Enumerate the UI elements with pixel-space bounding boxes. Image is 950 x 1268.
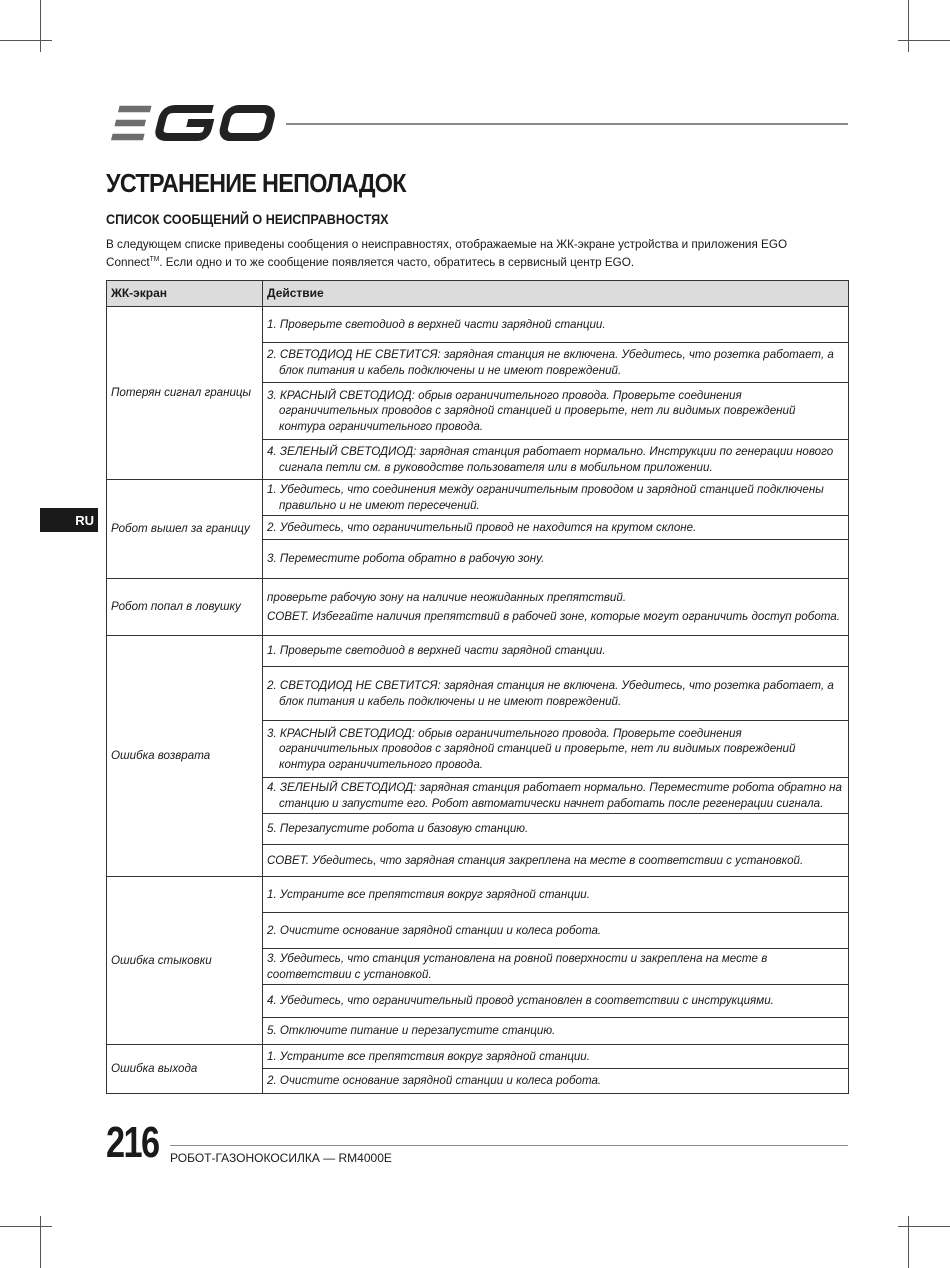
action-text: 5. Отключите питание и перезапустите станцию. xyxy=(267,1024,556,1038)
action-cell xyxy=(263,440,849,480)
action-text: 5. Перезапустите робота и базовую станцию. xyxy=(267,822,529,836)
crop-mark xyxy=(40,1216,41,1268)
column-header-screen: ЖК-экран xyxy=(107,281,263,307)
action-cell xyxy=(263,1069,849,1094)
action-text: 2. Очистите основание зарядной станции и колеса робота. xyxy=(267,1074,602,1088)
action-cell xyxy=(263,985,849,1018)
language-tab: RU xyxy=(40,508,98,532)
crop-mark xyxy=(898,40,950,41)
action-cell xyxy=(263,343,849,383)
action-cell xyxy=(263,540,849,579)
action-cell xyxy=(263,949,849,985)
ego-logo-graphic xyxy=(106,104,278,144)
action-text: 4. Убедитесь, что ограничительный провод установлен в соответствии с инструкциями. xyxy=(267,994,774,1008)
action-cell xyxy=(263,579,849,636)
action-text: 2. Очистите основание зарядной станции и колеса робота. xyxy=(267,923,602,937)
action-text: 1. Проверьте светодиод в верхней части зарядной станции. xyxy=(267,644,606,658)
table-row xyxy=(107,579,849,636)
ego-logo xyxy=(106,104,278,144)
action-cell xyxy=(263,383,849,440)
tip-text: СОВЕТ. Избегайте наличия препятствий в рабочей зоне, которые могут ограничить доступ робота. xyxy=(267,610,840,623)
action-cell xyxy=(263,1018,849,1045)
tip-text: СОВЕТ. Убедитесь, что зарядная станция закреплена на месте в соответствии с установкой. xyxy=(267,853,804,867)
intro-paragraph xyxy=(106,236,836,270)
screen-message: Ошибка выхода xyxy=(107,1045,263,1094)
crop-mark xyxy=(908,1216,909,1268)
crop-mark xyxy=(0,1226,52,1227)
table-header-row xyxy=(107,281,849,307)
action-text: 2. СВЕТОДИОД НЕ СВЕТИТСЯ: зарядная станция не включена. Убедитесь, что розетка работает, а блок питания и кабель подключены и не имеют повреждений. xyxy=(267,348,834,377)
action-text: 1. Устраните все препятствия вокруг зарядной станции. xyxy=(267,887,590,901)
action-cell xyxy=(263,480,849,516)
action-cell xyxy=(263,913,849,949)
screen-message: Робот вышел за границу xyxy=(107,480,263,579)
action-text: 1. Убедитесь, что соединения между ограничительным проводом и зарядной станцией подключены правильно и не имеют пересечений. xyxy=(267,483,824,512)
action-text: 4. ЗЕЛЕНЫЙ СВЕТОДИОД: зарядная станция работает нормально. Переместите робота обратно на станцию и запустите его. Робот автоматически начнет работать после регенерации сигнала. xyxy=(267,781,842,810)
page-title: УСТРАНЕНИЕ НЕПОЛАДОК xyxy=(106,168,406,198)
action-text: 3. КРАСНЫЙ СВЕТОДИОД: обрыв ограничительного провода. Проверьте соединения ограничительных проводов с зарядной станцией и проверьте, нет ли видимых повреждений контура ограничительного провода. xyxy=(267,726,796,771)
action-cell xyxy=(263,667,849,721)
crop-mark xyxy=(908,0,909,52)
intro-text: В следующем списке приведены сообщения о неисправностях, отображаемые на ЖК-экране устройства и приложения EGO Connect xyxy=(106,237,788,270)
action-cell xyxy=(263,516,849,540)
crop-mark xyxy=(0,40,52,41)
action-text: 4. ЗЕЛЕНЫЙ СВЕТОДИОД: зарядная станция работает нормально. Инструкции по генерации нового сигнала петли см. в руководстве пользователя или в мобильном приложении. xyxy=(267,445,834,474)
header-rule xyxy=(286,123,848,125)
section-subtitle: СПИСОК СООБЩЕНИЙ О НЕИСПРАВНОСТЯХ xyxy=(106,211,389,227)
intro-text-end: . Если одно и то же сообщение появляется часто, обратитесь в сервисный центр EGO. xyxy=(159,255,635,270)
action-cell xyxy=(263,877,849,913)
action-cell xyxy=(263,814,849,845)
screen-message: Ошибка возврата xyxy=(107,636,263,877)
action-text: 2. Убедитесь, что ограничительный провод не находится на крутом склоне. xyxy=(267,520,697,534)
action-cell xyxy=(263,1045,849,1069)
table-row xyxy=(107,480,849,516)
table-row xyxy=(107,877,849,913)
action-text: 1. Устраните все препятствия вокруг зарядной станции. xyxy=(267,1049,590,1063)
column-header-action: Действие xyxy=(263,281,849,307)
action-cell xyxy=(263,721,849,778)
action-text: 1. Проверьте светодиод в верхней части зарядной станции. xyxy=(267,317,606,331)
page-number: 216 xyxy=(106,1118,159,1167)
action-text: 2. СВЕТОДИОД НЕ СВЕТИТСЯ: зарядная станция не включена. Убедитесь, что розетка работает, а блок питания и кабель подключены и не имеют повреждений. xyxy=(267,679,834,708)
trademark-mark: TM xyxy=(149,256,160,263)
action-cell xyxy=(263,636,849,667)
footer-title: РОБОТ-ГАЗОНОКОСИЛКА — RM4000E xyxy=(170,1151,392,1165)
error-messages-table xyxy=(106,280,849,1094)
action-text: 3. Переместите робота обратно в рабочую зону. xyxy=(267,552,545,566)
table-row xyxy=(107,307,849,343)
action-text: 3. КРАСНЫЙ СВЕТОДИОД: обрыв ограничительного провода. Проверьте соединения ограничительных проводов с зарядной станцией и проверьте, нет ли видимых повреждений контура ограничительного провода. xyxy=(267,388,796,433)
table-row xyxy=(107,636,849,667)
action-cell xyxy=(263,778,849,814)
action-cell xyxy=(263,845,849,877)
action-text: проверьте рабочую зону на наличие неожиданных препятствий. xyxy=(267,590,627,604)
screen-message: Ошибка стыковки xyxy=(107,877,263,1045)
crop-mark xyxy=(898,1226,950,1227)
screen-message: Потерян сигнал границы xyxy=(107,307,263,480)
action-cell xyxy=(263,307,849,343)
crop-mark xyxy=(40,0,41,52)
table-row xyxy=(107,1045,849,1069)
footer-rule xyxy=(170,1145,848,1146)
action-text: 3. Убедитесь, что станция установлена на ровной поверхности и закреплена на месте в соответствии с установкой. xyxy=(267,952,768,981)
screen-message: Робот попал в ловушку xyxy=(107,579,263,636)
